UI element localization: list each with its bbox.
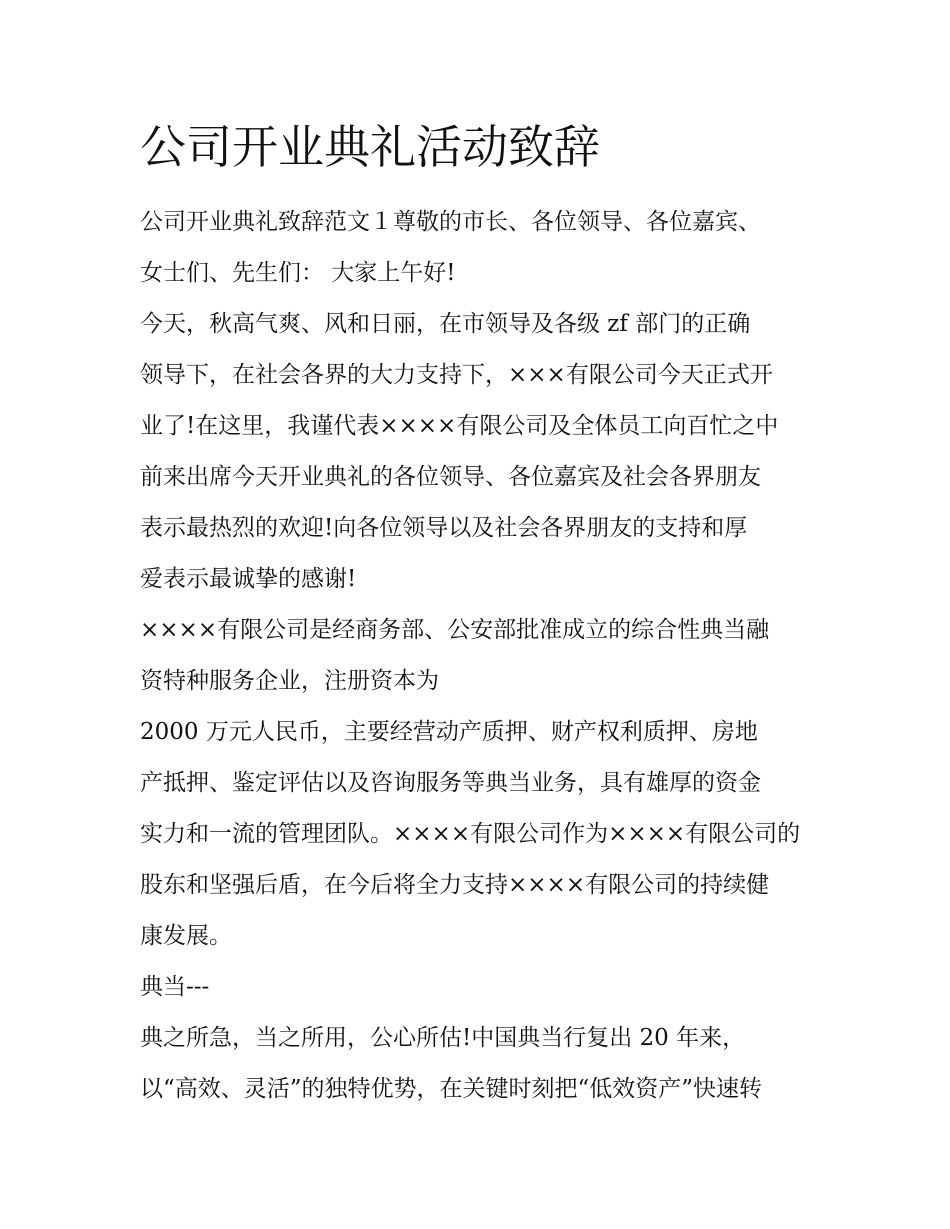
text-line: 产抵押、鉴定评估以及咨询服务等典当业务，具有雄厚的资金 — [140, 770, 761, 796]
text-line: 前来出席今天开业典礼的各位领导、各位嘉宾及社会各界朋友 — [140, 464, 761, 490]
document-body — [140, 197, 820, 1115]
text-line: 典之所急，当之所用，公心所估!中国典当行复出 20 年来， — [140, 1025, 746, 1051]
text-line: 典当--- — [140, 974, 210, 1000]
text-line: 公司开业典礼致辞范文１尊敬的市长、各位领导、各位嘉宾、 — [140, 209, 761, 235]
text-line: 实力和一流的管理团队。××××有限公司作为××××有限公司的 — [140, 821, 801, 847]
text-line: 股东和坚强后盾，在今后将全力支持××××有限公司的持续健 — [140, 872, 770, 898]
text-line: 资特种服务企业，注册资本为 — [140, 668, 439, 694]
text-line: 今天，秋高气爽、风和日丽，在市领导及各级 zf 部门的正确 — [140, 311, 751, 337]
document-title: 公司开业典礼活动致辞 — [140, 120, 600, 174]
text-line: ××××有限公司是经商务部、公安部批准成立的综合性典当融 — [140, 617, 770, 643]
text-line: 业了!在这里，我谨代表××××有限公司及全体员工向百忙之中 — [140, 413, 779, 439]
text-line: 康发展。 — [140, 923, 232, 949]
text-line: 以“高效、灵活”的独特优势，在关键时刻把“低效资产”快速转 — [140, 1076, 763, 1102]
text-line: 2000 万元人民币，主要经营动产质押、财产权利质押、房地 — [140, 719, 758, 745]
text-line: 爱表示最诚挚的感谢! — [140, 566, 357, 592]
text-line: 女士们、先生们： 大家上午好! — [140, 260, 456, 286]
text-line: 表示最热烈的欢迎!向各位领导以及社会各界朋友的支持和厚 — [140, 515, 748, 541]
text-line: 领导下，在社会各界的大力支持下，×××有限公司今天正式开 — [140, 362, 773, 388]
